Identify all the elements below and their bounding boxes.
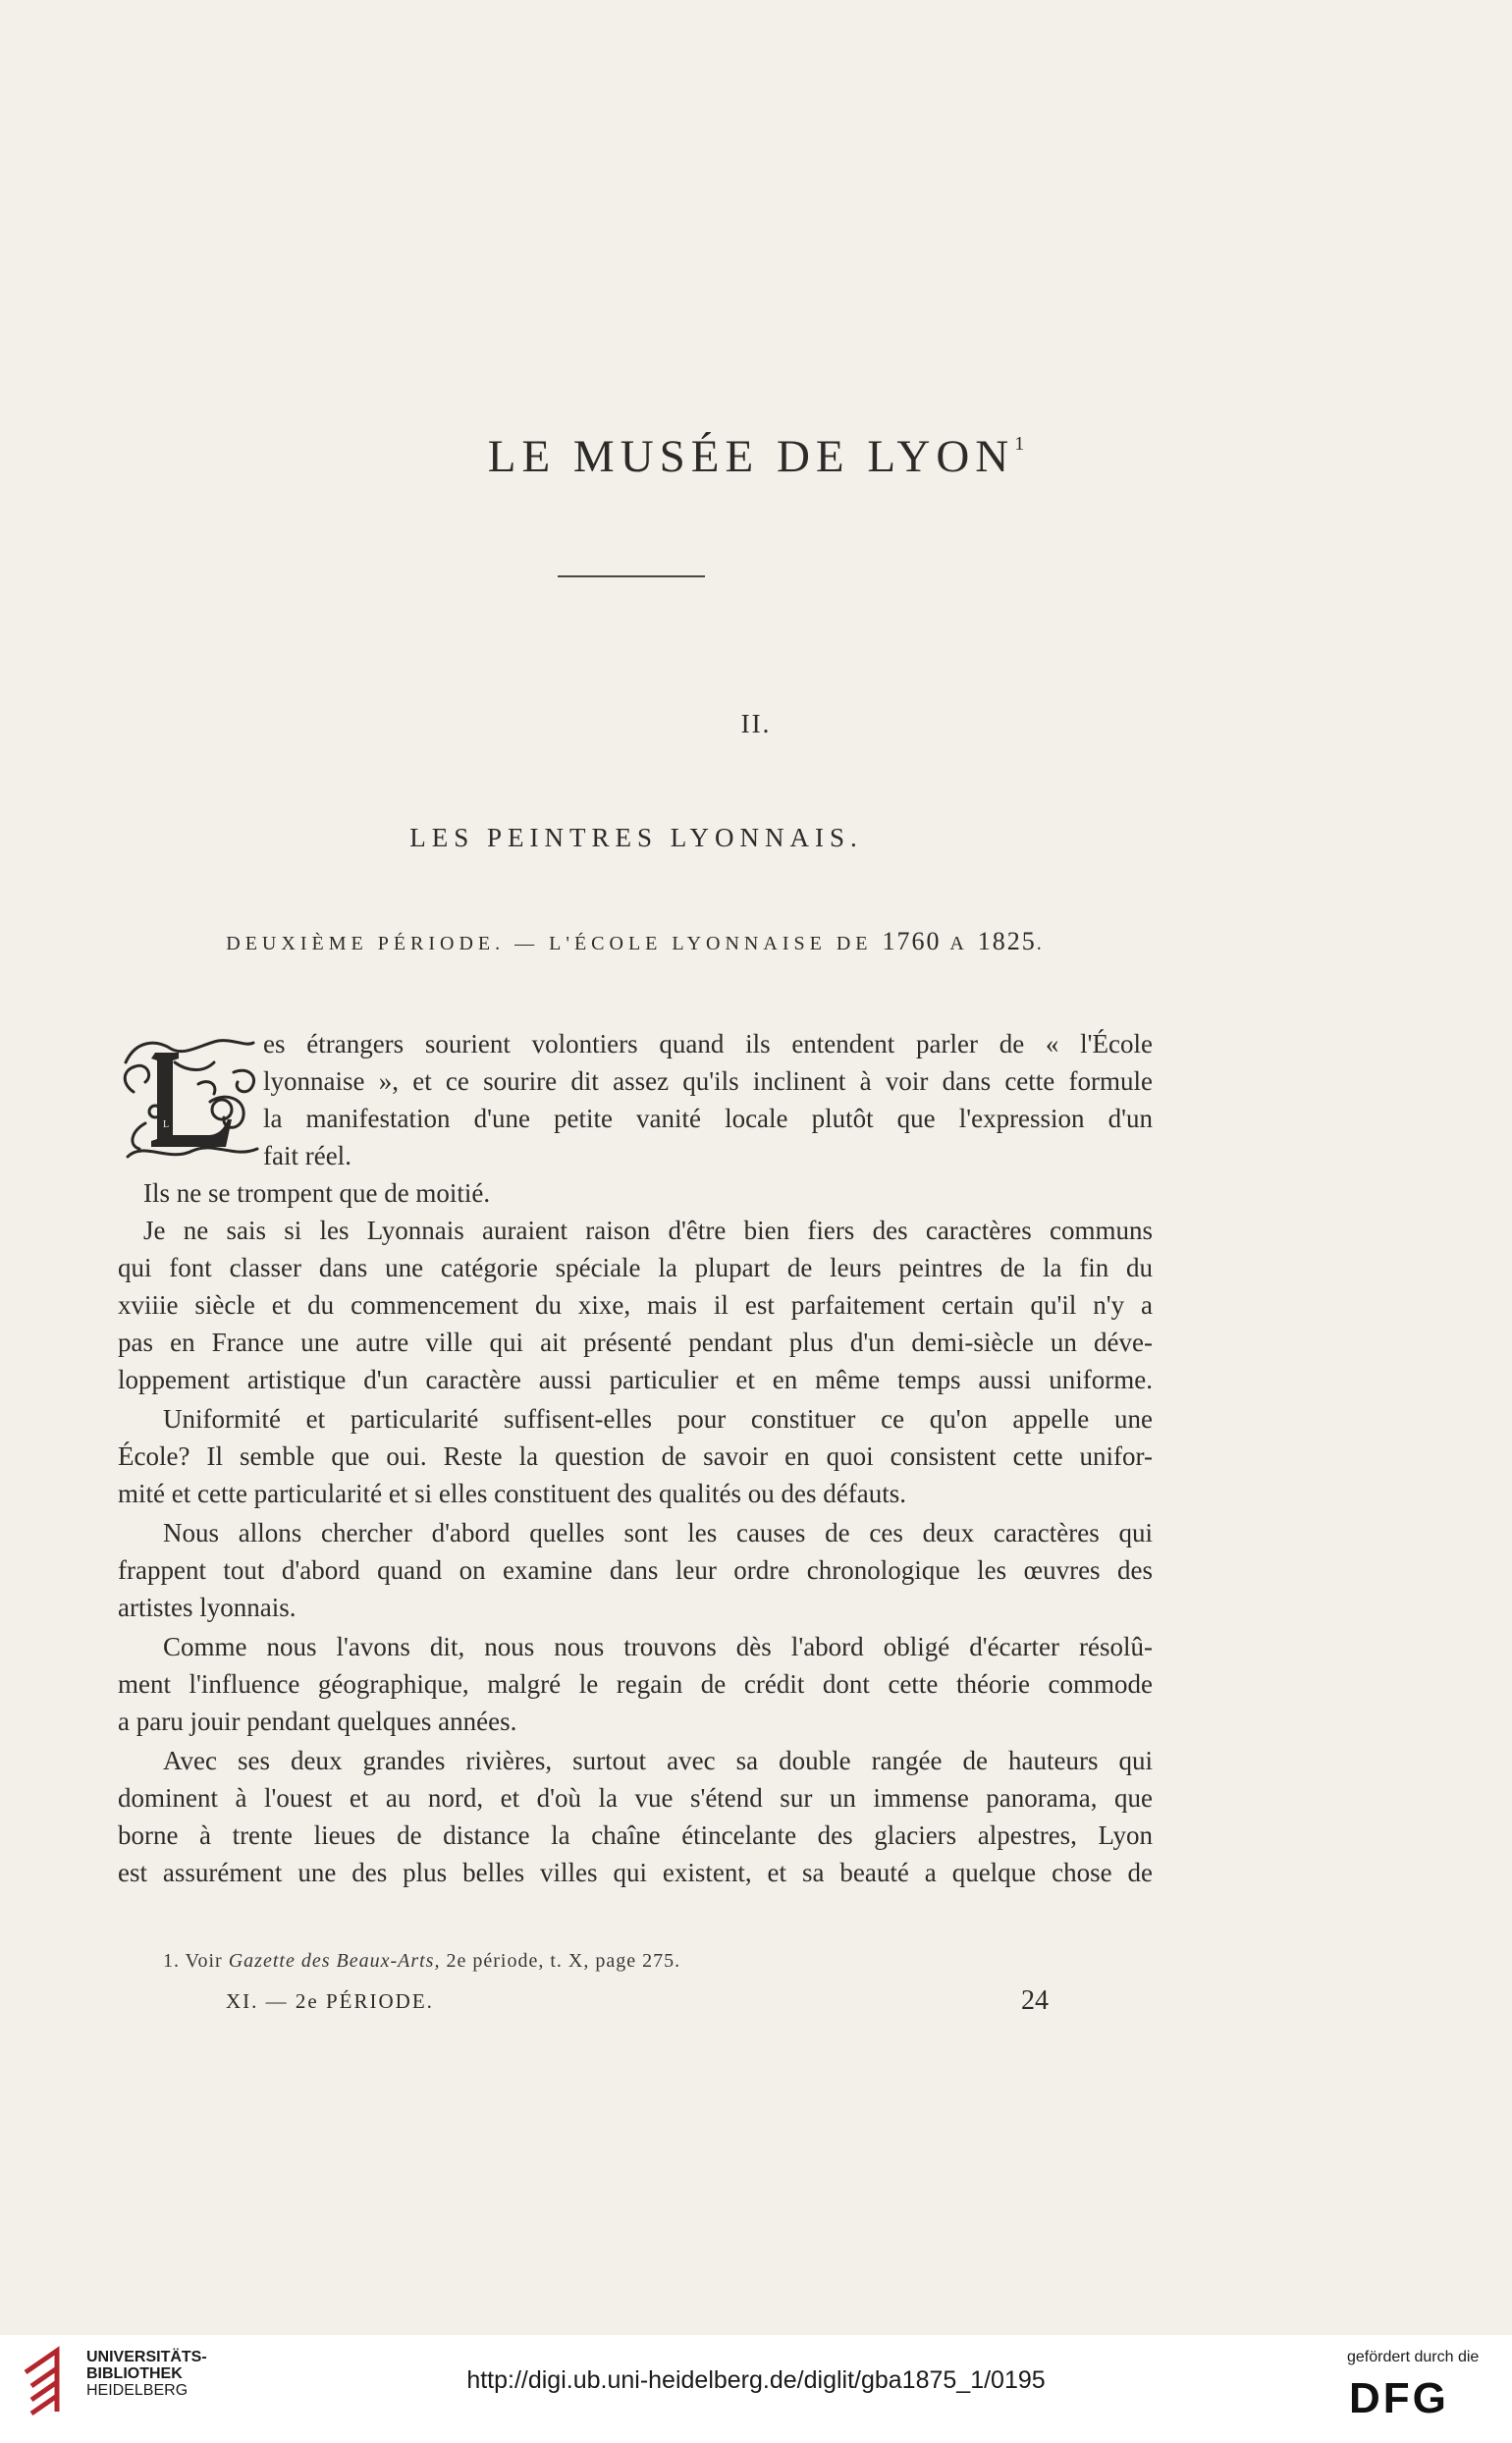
text-line: Ils ne se trompent que de moitié. <box>143 1178 491 1208</box>
funding-note: gefördert durch die <box>1347 2349 1480 2365</box>
page-number: 24 <box>1021 1985 1049 2016</box>
section-title: LES PEINTRES LYONNAIS. <box>409 823 863 852</box>
text-line: loppement artistique d'un caractère aussi particulier et en même temps aussi uniforme. <box>118 1365 1153 1394</box>
text-line: a paru jouir pendant quelques années. <box>118 1707 517 1736</box>
footnote-marker: 1 <box>1014 433 1025 455</box>
text-line: xviiie siècle et du commencement du xixe, mais il est parfaitement certain qu'il n'y a <box>118 1290 1153 1320</box>
period-subtitle: DEUXIÈME PÉRIODE. — L'ÉCOLE LYONNAISE DE 1760 A 1825. <box>226 927 1047 955</box>
text-line: qui font classer dans une catégorie spéciale la plupart de leurs peintres de la fin du <box>118 1253 1153 1282</box>
text-line: Nous allons chercher d'abord quelles sont les causes de ces deux caractères qui <box>163 1518 1153 1547</box>
dfg-logo: DFG <box>1349 2374 1449 2422</box>
text-line: mité et cette particularité et si elles constituent des qualités ou des défauts. <box>118 1479 906 1508</box>
text-line: borne à trente lieues de distance la chaîne étincelante des glaciers alpestres, Lyon <box>118 1820 1153 1850</box>
text-line: Je ne sais si les Lyonnais auraient raison d'être bien fiers des caractères communs <box>143 1216 1153 1245</box>
text-line: dominent à l'ouest et au nord, et d'où la vue s'étend sur un immense panorama, que <box>118 1783 1153 1813</box>
footnote: 1. Voir Gazette des Beaux-Arts, 2e période, t. X, page 275. <box>163 1950 681 1972</box>
title-rule-divider <box>558 575 705 577</box>
text-line: Comme nous l'avons dit, nous nous trouvons dès l'abord obligé d'écarter résolû- <box>163 1632 1153 1661</box>
article-title: LE MUSÉE DE LYON$^1$ <box>487 431 1025 482</box>
text-line: es étrangers sourient volontiers quand ils entendent parler de « l'École <box>263 1029 1153 1059</box>
text-line: ment l'influence géographique, malgré le regain de crédit dont cette théorie commode <box>118 1669 1153 1699</box>
ornamental-dropcap <box>116 1033 265 1170</box>
dropcap-letter: L <box>163 1119 170 1130</box>
text-line: lyonnaise », et ce sourire dit assez qu'ils inclinent à voir dans cette formule <box>263 1066 1153 1096</box>
section-number: II. <box>740 709 772 738</box>
text-line: Uniformité et particularité suffisent-elles pour constituer ce qu'on appelle une <box>163 1404 1153 1434</box>
text-line: la manifestation d'une petite vanité locale plutôt que l'expression d'un <box>263 1104 1153 1133</box>
text-line: Avec ses deux grandes rivières, surtout avec sa double rangée de hauteurs qui <box>163 1746 1153 1775</box>
text-line: est assurément une des plus belles villes qui existent, et sa beauté a quelque chose de <box>118 1858 1153 1887</box>
text-line: fait réel. <box>263 1141 351 1170</box>
text-line: artistes lyonnais. <box>118 1593 297 1622</box>
text-line: École? Il semble que oui. Reste la question de savoir en quoi consistent cette unifor- <box>118 1441 1153 1471</box>
library-name: UNIVERSITÄTS- BIBLIOTHEK HEIDELBERG <box>86 2349 207 2399</box>
text-line: pas en France une autre ville qui ait présenté pendant plus d'un demi-siècle un déve- <box>118 1328 1153 1357</box>
text-line: frappent tout d'abord quand on examine dans leur ordre chronologique les œuvres des <box>118 1555 1153 1585</box>
signature-mark: XI. — 2e PÉRIODE. <box>226 1989 434 2013</box>
source-url-link[interactable]: http://digi.ub.uni-heidelberg.de/diglit/gba1875_1/0195 <box>466 2366 1046 2394</box>
